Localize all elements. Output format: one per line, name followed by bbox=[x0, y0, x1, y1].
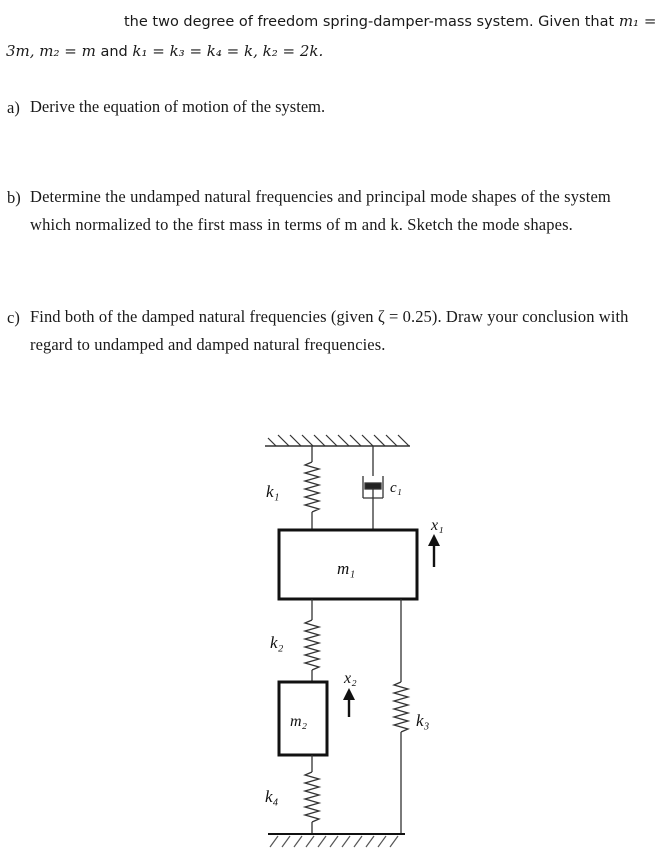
spring-k3 bbox=[394, 599, 408, 834]
intro-line-1-math: m₁ = bbox=[618, 12, 657, 30]
intro-line-2-and: and bbox=[95, 44, 133, 60]
label-x2: x₂ bbox=[344, 670, 357, 687]
question-c-label: c) bbox=[7, 308, 20, 327]
intro-line-2-math-b: k₁ = k₃ = k₄ = k, k₂ = 2k. bbox=[132, 42, 324, 60]
label-k2: k₂ bbox=[270, 633, 284, 652]
label-m2: m₂ bbox=[290, 713, 308, 730]
question-b-line-2: which normalized to the first mass in terms of m and k. Sketch the mode shapes. bbox=[30, 215, 573, 234]
bottom-ground bbox=[268, 834, 405, 847]
intro-line-2-math-a: 3m, m₂ = m bbox=[6, 42, 96, 60]
question-b-line-1: Determine the undamped natural frequencies and principal mode shapes of the system bbox=[30, 187, 611, 206]
spring-k2 bbox=[305, 599, 319, 682]
arrow-x2 bbox=[343, 688, 355, 717]
question-c-line-2: regard to undamped and damped natural frequencies. bbox=[30, 335, 386, 354]
question-b-label: b) bbox=[7, 188, 21, 207]
label-k4: k₄ bbox=[265, 787, 279, 806]
top-ground bbox=[265, 435, 410, 446]
intro-line-1-text: the two degree of freedom spring-damper-mass system. Given that bbox=[124, 14, 619, 30]
question-c-line-1: Find both of the damped natural frequencies (given ζ = 0.25). Draw your conclusion with bbox=[30, 307, 629, 326]
question-a-line-1: Derive the equation of motion of the system. bbox=[30, 97, 326, 116]
spring-k1 bbox=[305, 446, 319, 530]
label-k3: k₃ bbox=[416, 711, 430, 730]
question-a-label: a) bbox=[7, 98, 20, 117]
label-c1: c₁ bbox=[390, 480, 402, 496]
spring-k4 bbox=[305, 755, 319, 834]
label-x1: x₁ bbox=[431, 517, 444, 534]
damper-c1 bbox=[363, 446, 383, 530]
label-k1: k₁ bbox=[266, 482, 280, 501]
arrow-x1 bbox=[428, 534, 440, 567]
label-m1: m₁ bbox=[337, 559, 356, 578]
